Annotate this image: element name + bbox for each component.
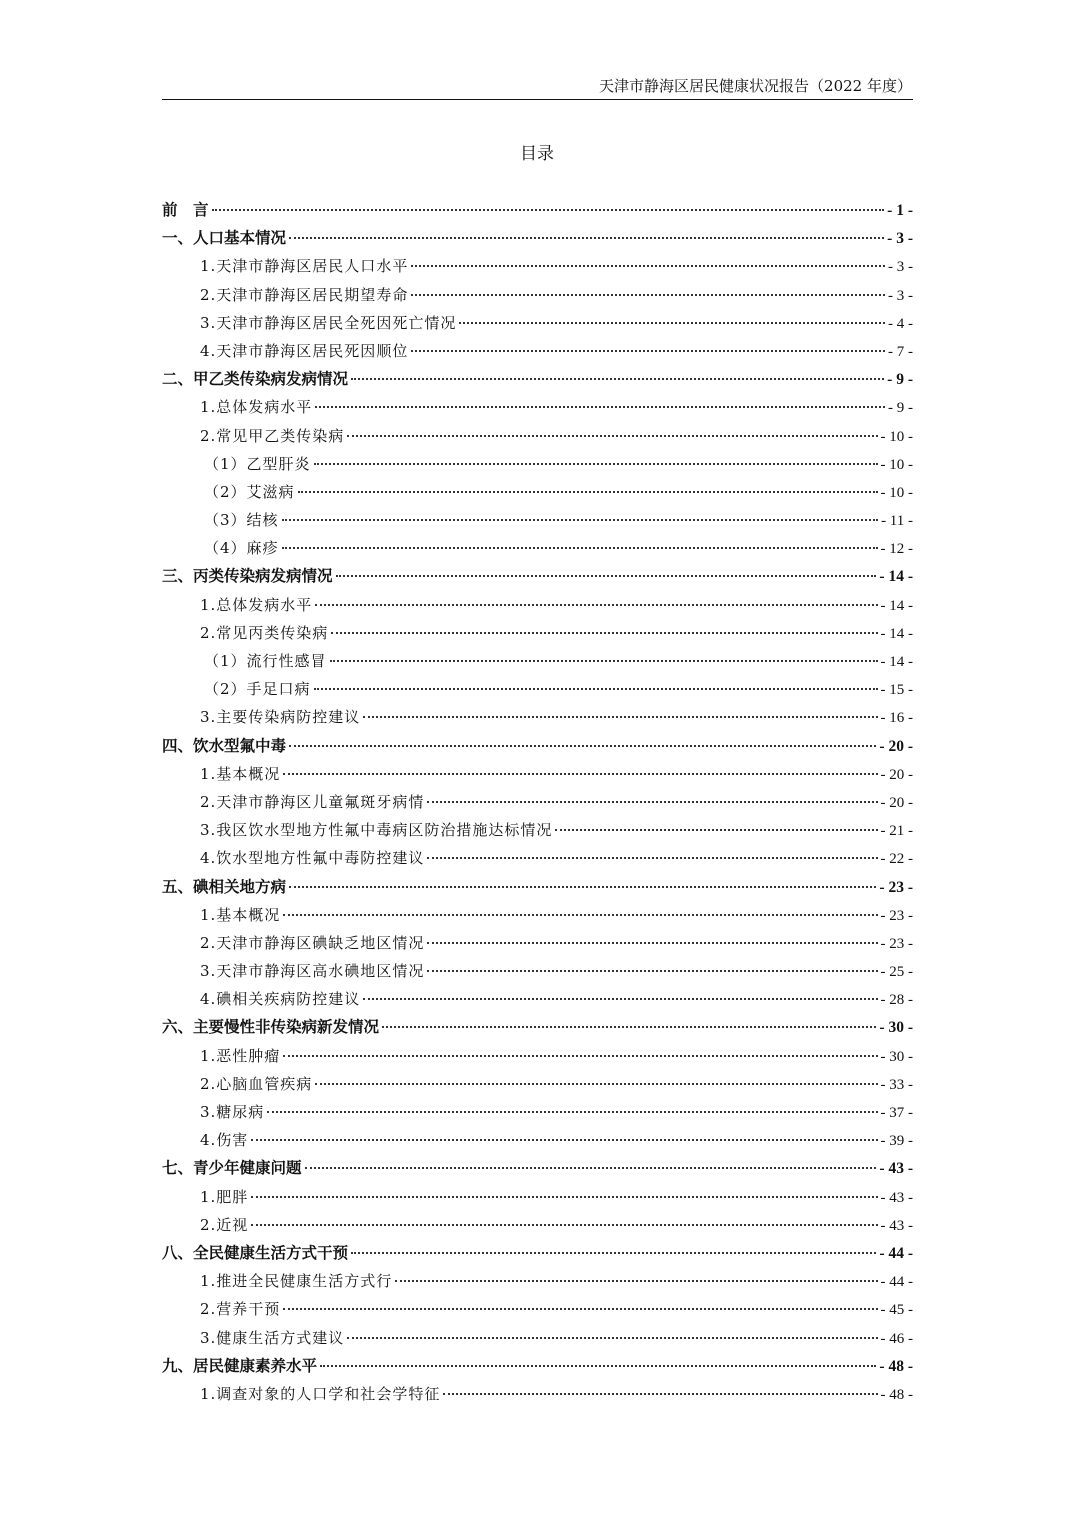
toc-entry-label: （1）流行性感冒	[204, 652, 327, 670]
dot-leader	[363, 716, 877, 718]
toc-entry-page-number: - 39 -	[880, 1133, 913, 1150]
toc-entry-label: 3.糖尿病	[200, 1103, 265, 1121]
toc-entry[interactable]	[162, 788, 913, 816]
toc-entry[interactable]	[162, 1239, 913, 1267]
toc-entry[interactable]	[162, 337, 913, 365]
toc-entry-page-number: - 14 -	[880, 654, 913, 670]
toc-entry-label: 2.近视	[200, 1215, 249, 1234]
dot-leader	[427, 970, 877, 972]
toc-entry-label: 三、丙类传染病发病情况	[162, 567, 333, 586]
table-of-contents	[162, 196, 913, 1408]
toc-entry[interactable]	[162, 534, 913, 562]
toc-entry-label: （2）手足口病	[204, 680, 311, 699]
toc-entry[interactable]	[162, 957, 913, 985]
toc-entry[interactable]	[162, 929, 913, 957]
toc-entry-label: 1.肥胖	[200, 1187, 249, 1206]
running-header: 天津市静海区居民健康状况报告（2022 年度）	[599, 77, 912, 95]
dot-leader	[305, 1167, 877, 1169]
dot-leader	[459, 322, 885, 324]
dot-leader	[283, 773, 877, 775]
toc-entry-label: 3.主要传染病防控建议	[200, 708, 361, 727]
toc-entry[interactable]	[162, 281, 913, 309]
toc-entry[interactable]	[162, 422, 913, 450]
toc-entry[interactable]	[162, 450, 913, 478]
dot-leader	[283, 1055, 877, 1057]
toc-entry-label: 1.天津市静海区居民人口水平	[200, 257, 409, 276]
toc-entry-page-number: - 7 -	[888, 343, 913, 360]
dot-leader	[251, 1139, 877, 1141]
dot-leader	[267, 1111, 877, 1113]
toc-entry[interactable]	[162, 1126, 913, 1154]
dot-leader	[282, 519, 879, 521]
toc-entry[interactable]	[162, 1295, 913, 1323]
toc-entry-label: 4.天津市静海区居民死因顺位	[200, 341, 409, 360]
dot-leader	[363, 998, 877, 1000]
dot-leader	[351, 378, 884, 380]
toc-entry-page-number: - 3 -	[888, 287, 913, 304]
dot-leader	[443, 1393, 877, 1395]
dot-leader	[347, 435, 877, 437]
toc-entry[interactable]	[162, 224, 913, 252]
dot-leader	[283, 914, 877, 916]
toc-entry-page-number: - 10 -	[880, 456, 913, 473]
toc-entry-page-number: - 44 -	[879, 1244, 913, 1262]
toc-entry[interactable]	[162, 732, 913, 760]
toc-entry-page-number: - 43 -	[879, 1160, 913, 1178]
toc-entry-label: 六、主要慢性非传染病新发情况	[162, 1018, 380, 1037]
toc-entry[interactable]	[162, 619, 913, 647]
toc-entry[interactable]	[162, 1154, 913, 1182]
dot-leader	[427, 801, 877, 803]
dot-leader	[330, 660, 878, 662]
toc-entry[interactable]	[162, 1042, 913, 1070]
dot-leader	[282, 547, 878, 549]
toc-entry-page-number: - 43 -	[880, 1217, 913, 1234]
toc-entry-page-number: - 3 -	[888, 259, 913, 276]
dot-leader	[427, 857, 877, 859]
toc-entry-page-number: - 20 -	[880, 794, 913, 811]
toc-entry[interactable]	[162, 844, 913, 872]
toc-entry-page-number: - 12 -	[880, 541, 913, 558]
toc-entry-page-number: - 43 -	[880, 1189, 913, 1206]
dot-leader	[314, 463, 878, 465]
toc-entry-label: 前 言	[162, 201, 209, 219]
toc-entry-label: 1.总体发病水平	[200, 595, 313, 614]
toc-entry-label: 1.总体发病水平	[200, 398, 313, 417]
toc-entry-label: （2）艾滋病	[204, 482, 295, 501]
toc-entry-label: 3.天津市静海区居民全死因死亡情况	[200, 313, 457, 332]
toc-entry[interactable]	[162, 506, 913, 534]
toc-entry[interactable]	[162, 1267, 913, 1295]
dot-leader	[315, 406, 885, 408]
toc-entry-page-number: - 3 -	[887, 230, 913, 248]
toc-entry-label: 1.恶性肿瘤	[200, 1046, 281, 1065]
toc-entry[interactable]	[162, 252, 913, 280]
toc-entry-label: 七、青少年健康问题	[162, 1159, 302, 1178]
dot-leader	[251, 1224, 877, 1226]
toc-entry-label: 4.饮水型地方性氟中毒防控建议	[200, 849, 425, 868]
toc-entry-page-number: - 14 -	[880, 625, 913, 642]
toc-entry[interactable]	[162, 1183, 913, 1211]
toc-entry-label: 四、饮水型氟中毒	[162, 736, 287, 755]
toc-entry[interactable]	[162, 703, 913, 731]
toc-entry[interactable]	[162, 985, 913, 1013]
toc-entry-page-number: - 1 -	[887, 202, 913, 219]
toc-entry[interactable]	[162, 1380, 913, 1408]
dot-leader	[411, 294, 885, 296]
dot-leader	[289, 237, 884, 239]
toc-entry-label: 2.营养干预	[200, 1300, 281, 1319]
toc-entry-label: 3.我区饮水型地方性氟中毒病区防治措施达标情况	[200, 821, 553, 840]
toc-entry-page-number: - 44 -	[880, 1274, 913, 1291]
toc-entry-label: 一、人口基本情况	[162, 229, 287, 248]
toc-entry-page-number: - 14 -	[879, 568, 913, 586]
dot-leader	[347, 1337, 877, 1339]
toc-entry[interactable]	[162, 591, 913, 619]
dot-leader	[411, 350, 885, 352]
dot-leader	[283, 1308, 877, 1310]
toc-entry[interactable]	[162, 901, 913, 929]
dot-leader	[411, 265, 885, 267]
toc-entry-label: 1.基本概况	[200, 905, 281, 924]
dot-leader	[251, 1196, 877, 1198]
dot-leader	[212, 209, 885, 211]
dot-leader	[315, 1083, 877, 1085]
toc-entry[interactable]	[162, 365, 913, 393]
toc-entry-label: 九、居民健康素养水平	[162, 1356, 318, 1375]
toc-entry-page-number: - 20 -	[880, 766, 913, 783]
toc-entry[interactable]	[162, 478, 913, 506]
toc-entry-page-number: - 25 -	[880, 964, 913, 981]
toc-entry[interactable]	[162, 1211, 913, 1239]
toc-title: 目录	[520, 144, 554, 164]
toc-entry-page-number: - 16 -	[880, 710, 913, 727]
dot-leader	[298, 491, 878, 493]
toc-entry-label: 2.常见甲乙类传染病	[200, 426, 345, 445]
toc-entry-label: 2.心脑血管疾病	[200, 1074, 313, 1093]
toc-entry-page-number: - 20 -	[879, 737, 913, 755]
toc-entry-page-number: - 11 -	[881, 513, 913, 530]
toc-entry-label: 2.天津市静海区儿童氟斑牙病情	[200, 792, 425, 811]
dot-leader	[351, 1252, 876, 1254]
toc-entry-page-number: - 14 -	[880, 597, 913, 614]
toc-entry-label: 1.调查对象的人口学和社会学特征	[200, 1384, 441, 1403]
toc-entry[interactable]	[162, 675, 913, 703]
toc-entry[interactable]	[162, 1324, 913, 1352]
toc-entry-page-number: - 30 -	[880, 1048, 913, 1065]
toc-entry-label: （1）乙型肝炎	[204, 454, 311, 473]
toc-entry-page-number: - 10 -	[880, 428, 913, 445]
toc-entry-label: 3.天津市静海区高水碘地区情况	[200, 962, 425, 981]
dot-leader	[289, 745, 876, 747]
toc-entry-page-number: - 4 -	[888, 315, 913, 332]
toc-entry[interactable]	[162, 309, 913, 337]
toc-entry[interactable]	[162, 562, 913, 590]
header-rule	[162, 99, 913, 100]
toc-entry-label: 二、甲乙类传染病发病情况	[162, 370, 349, 389]
toc-entry-label: 五、碘相关地方病	[162, 877, 287, 896]
toc-entry-label: 2.天津市静海区居民期望寿命	[200, 285, 409, 304]
toc-entry[interactable]	[162, 1352, 913, 1380]
toc-entry-page-number: - 23 -	[880, 907, 913, 924]
toc-entry[interactable]	[162, 196, 913, 224]
toc-entry-label: 2.天津市静海区碘缺乏地区情况	[200, 933, 425, 952]
toc-entry-page-number: - 48 -	[880, 1386, 913, 1403]
toc-entry[interactable]	[162, 1098, 913, 1126]
toc-entry-page-number: - 46 -	[880, 1330, 913, 1347]
toc-entry-label: （4）麻疹	[204, 539, 279, 558]
toc-entry-label: 八、全民健康生活方式干预	[162, 1243, 349, 1262]
dot-leader	[382, 1026, 876, 1028]
dot-leader	[320, 1365, 876, 1367]
toc-entry-page-number: - 28 -	[880, 992, 913, 1009]
toc-entry-label: 4.伤害	[200, 1131, 249, 1150]
toc-entry-page-number: - 48 -	[879, 1357, 913, 1375]
toc-entry[interactable]	[162, 1013, 913, 1041]
toc-entry-label: 2.常见丙类传染病	[200, 623, 329, 642]
toc-entry-label: 4.碘相关疾病防控建议	[200, 990, 361, 1009]
dot-leader	[331, 632, 877, 634]
toc-entry[interactable]	[162, 760, 913, 788]
dot-leader	[395, 1280, 877, 1282]
dot-leader	[427, 942, 877, 944]
toc-entry-page-number: - 21 -	[880, 823, 913, 840]
toc-entry-page-number: - 9 -	[887, 371, 913, 389]
toc-entry-page-number: - 23 -	[880, 935, 913, 952]
dot-leader	[555, 829, 877, 831]
toc-entry-page-number: - 45 -	[880, 1302, 913, 1319]
dot-leader	[314, 688, 878, 690]
toc-entry[interactable]	[162, 816, 913, 844]
toc-entry[interactable]	[162, 393, 913, 421]
toc-entry[interactable]	[162, 1070, 913, 1098]
toc-entry-label: 1.基本概况	[200, 764, 281, 783]
toc-entry-page-number: - 30 -	[879, 1019, 913, 1037]
toc-entry-page-number: - 10 -	[880, 484, 913, 501]
toc-entry-page-number: - 33 -	[880, 1076, 913, 1093]
toc-entry-page-number: - 37 -	[880, 1105, 913, 1121]
toc-entry-page-number: - 15 -	[880, 682, 913, 699]
toc-entry-page-number: - 9 -	[888, 400, 913, 417]
toc-entry[interactable]	[162, 647, 913, 675]
toc-entry-label: 3.健康生活方式建议	[200, 1328, 345, 1347]
toc-entry[interactable]	[162, 873, 913, 901]
dot-leader	[336, 575, 877, 577]
toc-entry-label: （3）结核	[204, 511, 279, 530]
toc-entry-page-number: - 23 -	[879, 878, 913, 896]
dot-leader	[315, 604, 877, 606]
toc-entry-page-number: - 22 -	[880, 851, 913, 868]
dot-leader	[289, 886, 876, 888]
toc-entry-label: 1.推进全民健康生活方式行	[200, 1272, 393, 1291]
